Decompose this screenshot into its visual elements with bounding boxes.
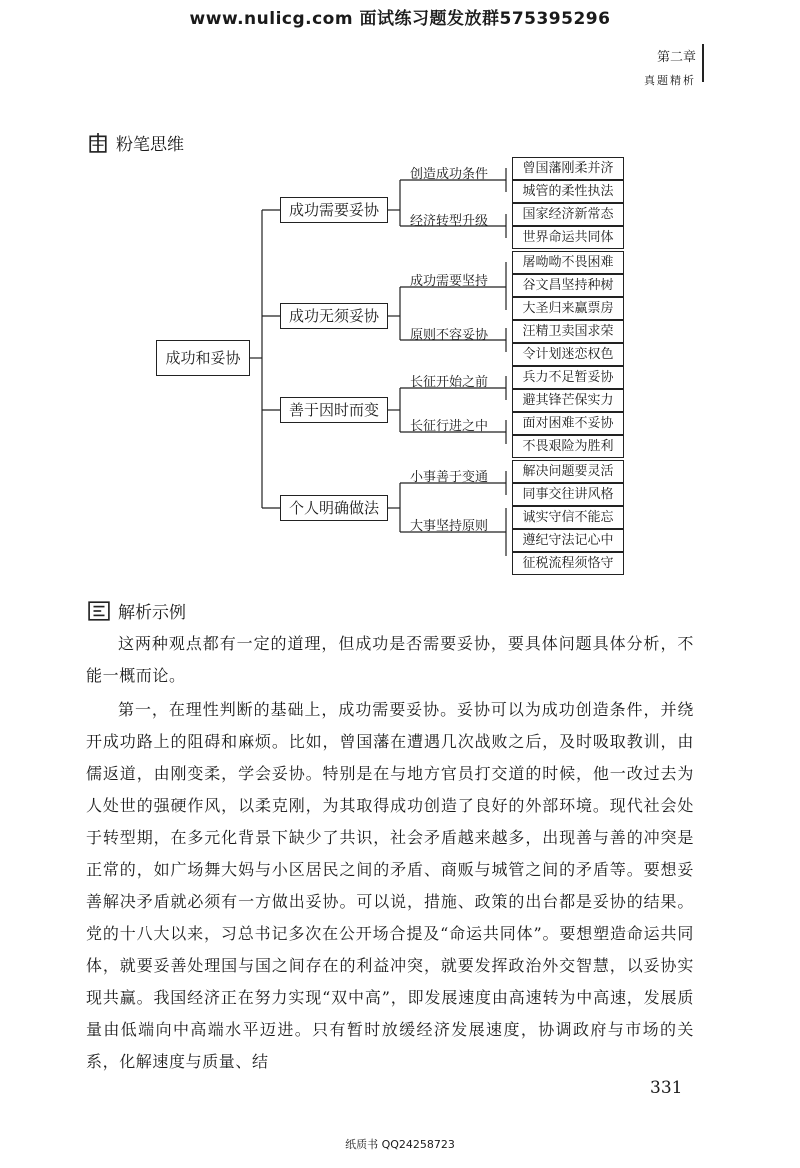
leaf: 诚实守信不能忘 (512, 506, 624, 529)
leaf: 同事交往讲风格 (512, 483, 624, 506)
analysis-heading (88, 598, 186, 623)
group-label: 原则不容妥协 (410, 328, 489, 343)
analysis-icon (88, 601, 110, 621)
leaf: 国家经济新常态 (512, 203, 624, 226)
leaf: 解决问题要灵活 (512, 460, 624, 483)
branch-4: 个人明确做法 (280, 495, 388, 521)
leaf: 不畏艰险为胜利 (512, 435, 624, 458)
analysis-title: 解析示例 (118, 603, 186, 623)
leaf: 避其锋芒保实力 (512, 389, 624, 412)
leaf: 令计划迷恋权色 (512, 343, 624, 366)
leaf: 屠呦呦不畏困难 (512, 251, 624, 274)
branch-2: 成功无须妥协 (280, 303, 388, 329)
leaf: 大圣归来赢票房 (512, 297, 624, 320)
group-label: 成功需要坚持 (410, 274, 489, 289)
paragraph-2: 第一，在理性判断的基础上，成功需要妥协。妥协可以为成功创造条件，并绕开成功路上的阻碍和麻烦。比如，曾国藩在遭遇几次战败之后，及时吸取教训，由儒返道，由刚变柔，学会妥协。特别是在与地方官员打交道的时候，他一改过去为人处世的强硬作风，以柔克刚，为其取得成功创造了良好的外部环境。现代社会处于转型期，在多元化背景下缺少了共识，社会矛盾越来越多，出现善与善的冲突是正常的，如广场舞大妈与小区居民之间的矛盾、商贩与城管之间的矛盾等。要想妥善解决矛盾就必须有一方做出妥协。可以说，措施、政策的出台都是妥协的结果。党的十八大以来，习总书记多次在公开场合提及“命运共同体”。要想塑造命运共同体，就要妥善处理国与国之间存在的利益冲突，就要发挥政治外交智慧，以妥协实现共赢。我国经济正在努力实现“双中高”，即发展速度由高速转为中高速，发展质量由低端向中高端水平迈进。只有暂时放缓经济发展速度，协调政府与市场的关系，化解速度与质量、结 (86, 700, 694, 1071)
leaf: 曾国藩刚柔并济 (512, 157, 624, 180)
leaf: 汪精卫卖国求荣 (512, 320, 624, 343)
branch-1: 成功需要妥协 (280, 197, 388, 223)
leaf: 谷文昌坚持种树 (512, 274, 624, 297)
chapter-label: 第二章 (656, 50, 696, 65)
leaf: 遵纪守法记心中 (512, 529, 624, 552)
group-label: 长征开始之前 (410, 375, 489, 390)
section-label: 真题精析 (644, 74, 696, 87)
paragraph-1: 这两种观点都有一定的道理，但成功是否需要妥协，要具体问题具体分析，不能一概而论。 (86, 634, 694, 685)
leaf: 兵力不足暂妥协 (512, 366, 624, 389)
branch-3: 善于因时而变 (280, 397, 388, 423)
mindmap-root: 成功和妥协 (156, 340, 250, 376)
mindmap-title: 粉笔思维 (116, 135, 184, 155)
leaf: 面对困难不妥协 (512, 412, 624, 435)
watermark-header: www.nulicg.com 面试练习题发放群575395296 (189, 9, 611, 29)
group-label: 创造成功条件 (410, 167, 489, 182)
page-number: 331 (650, 1078, 683, 1098)
group-label: 经济转型升级 (410, 214, 489, 229)
footer-text: 纸质书 QQ24258723 (345, 1138, 455, 1151)
leaf: 征税流程须恪守 (512, 552, 624, 575)
group-label: 小事善于变通 (410, 470, 489, 485)
group-label: 长征行进之中 (410, 419, 489, 434)
group-label: 大事坚持原则 (410, 519, 489, 534)
leaf: 城管的柔性执法 (512, 180, 624, 203)
leaf: 世界命运共同体 (512, 226, 624, 249)
